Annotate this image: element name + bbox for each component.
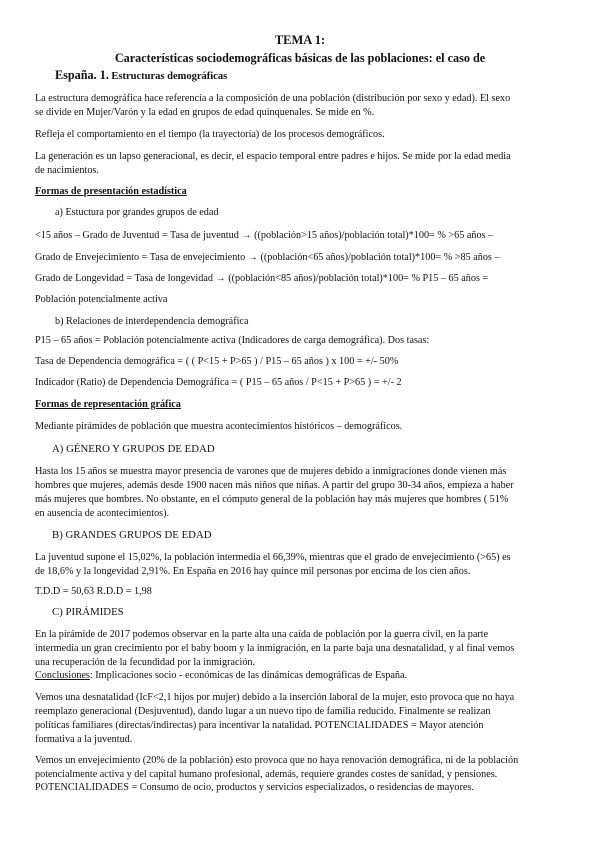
heading-estadistica: Formas de presentación estadística	[35, 186, 187, 197]
section-A-l3: más mujeres que hombres. No obstante, en el cómputo general de la población hay más mujeres que hombres ( 51%	[35, 494, 509, 505]
section-C-title: C) PIRÁMIDES	[52, 606, 124, 618]
section-A-l4: en ausencia de acontecimientos).	[35, 508, 170, 519]
section-B-title: B) GRANDES GRUPOS DE EDAD	[52, 529, 212, 541]
section-D-l1: Vemos una desnatalidad (IcF<2,1 hijos por mujer) debido a la inserción laboral de la mujer, esto provoca que no haya	[35, 692, 515, 703]
section-a-l3: Grado de Longevidad = Tasa de longevidad → ((población<85 años)/población total)*100= % P15 – 65 años =	[35, 273, 489, 284]
section-C-l1: En la pirámide de 2017 podemos observar en la parte alta una caída de población por la guerra civil, en la parte	[35, 629, 489, 640]
grafica-intro: Mediante pirámides de población que muestra acontecimientos históricos – demográficos.	[35, 421, 403, 432]
intro-p2: Refleja el comportamiento en el tiempo (la trayectoria) de los procesos demográficos.	[35, 129, 385, 140]
doc-title: TEMA 1:	[274, 33, 326, 47]
section-b-l1: P15 – 65 años = Población potencialmente activa (Indicadores de carga demográfica). Dos tasas:	[35, 335, 430, 346]
section-B-l3: T.D.D = 50,63 R.D.D = 1,98	[35, 586, 152, 597]
doc-subtitle-line1: Características sociodemográficas básicas de las poblaciones: el caso de	[114, 51, 486, 65]
section-E-l2: potencialmente activa y del capital humano profesional, además, requiere grandes costes de sanidad, y pensiones.	[35, 769, 498, 780]
section-b-title: b) Relaciones de interdependencia demográfica	[55, 316, 249, 327]
subtitle-part-b: Estructuras demográficas	[111, 71, 228, 82]
section-C-l3: una recuperación de la fecundidad por la inmigración.	[35, 657, 256, 668]
section-a-title: a) Estuctura por grandes grupos de edad	[55, 207, 219, 218]
section-D-l3: políticas familiares (directas/indirectas) para incentivar la natalidad. POTENCIALIDADES = Mayor atención	[35, 720, 484, 731]
section-A-title: A) GÉNERO Y GRUPOS DE EDAD	[52, 443, 215, 455]
section-B-l1: La juventud supone el 15,02%, la población intermedia el 66,39%, mientras que el grado de envejecimiento (>65) es	[35, 552, 511, 563]
section-E-l3: POTENCIALIDADES = Consumo de ocio, productos y servicios especializados, o residencias de mayores.	[35, 782, 474, 793]
section-D-l4: formativa a la juventud.	[35, 734, 133, 745]
intro-p1-l1: La estructura demográfica hace referencia a la composición de una población (distribución por sexo y edad). El sexo	[35, 93, 511, 104]
section-A-l1: Hasta los 15 años se muestra mayor presencia de varones que de mujeres debido a inmigraciones donde vienen más	[35, 466, 507, 477]
section-a-l2: Grado de Envejecimiento = Tasa de envejecimiento → ((población<65 años)/población total)*100= % >85 años –	[35, 252, 500, 263]
section-A-l2: hombres que mujeres, además desde 1900 nacen más niños que niñas. A partir del grupo 30-34 años, empieza a haber	[35, 480, 514, 491]
section-b-l3: Indicador (Ratio) de Dependencia Demográfica = ( P15 – 65 años / P<15 + P>65 ) = +/- 2	[35, 377, 402, 388]
section-C-l2: intermedia un gran crecimiento por el baby boom y la inmigración, en la parte baja una desnatalidad, y al final vemos	[35, 643, 515, 654]
intro-p3-l2: de nacimientos.	[35, 165, 99, 176]
conclusiones-text: : Implicaciones socio - económicas de las dinámicas demográficas de España.	[89, 670, 408, 681]
section-B-l2: de 18,6% y la longevidad 2,91%. En España en 2016 hay quince mil personas por encima de los cien años.	[35, 566, 471, 577]
conclusiones-line	[35, 670, 575, 682]
section-E-l1: Vemos un envejecimiento (20% de la población) esto provoca que no haya renovación demográfica, ni de la población	[35, 755, 519, 766]
intro-p1-l2: se divide en Mujer/Varón y la edad en grupos de edad quinquenales. Se mide en %.	[35, 107, 375, 118]
section-D-l2: reemplazo generacional (Desjuventud), dando lugar a un nuevo tipo de familia reducido. Finalmente se realizan	[35, 706, 491, 717]
section-b-l2: Tasa de Dependencia demográfica = ( ( P<15 + P>65 ) / P15 – 65 años ) x 100 = +/- 50%	[35, 356, 399, 367]
subtitle-part-a: España. 1.	[55, 68, 109, 82]
section-a-l4: Población potencialmente activa	[35, 294, 168, 305]
section-a-l1: <15 años – Grado de Juventud = Tasa de juventud → ((población>15 años)/población total)*100= % >65 años –	[35, 230, 494, 241]
heading-grafica: Formas de representación gráfica	[35, 399, 181, 410]
intro-p3-l1: La generación es un lapso generacional, es decir, el espacio temporal entre padres e hijos. Se mide por la edad media	[35, 151, 511, 162]
doc-subtitle-line2	[55, 69, 595, 83]
conclusiones-label: Conclusiones	[35, 670, 90, 681]
